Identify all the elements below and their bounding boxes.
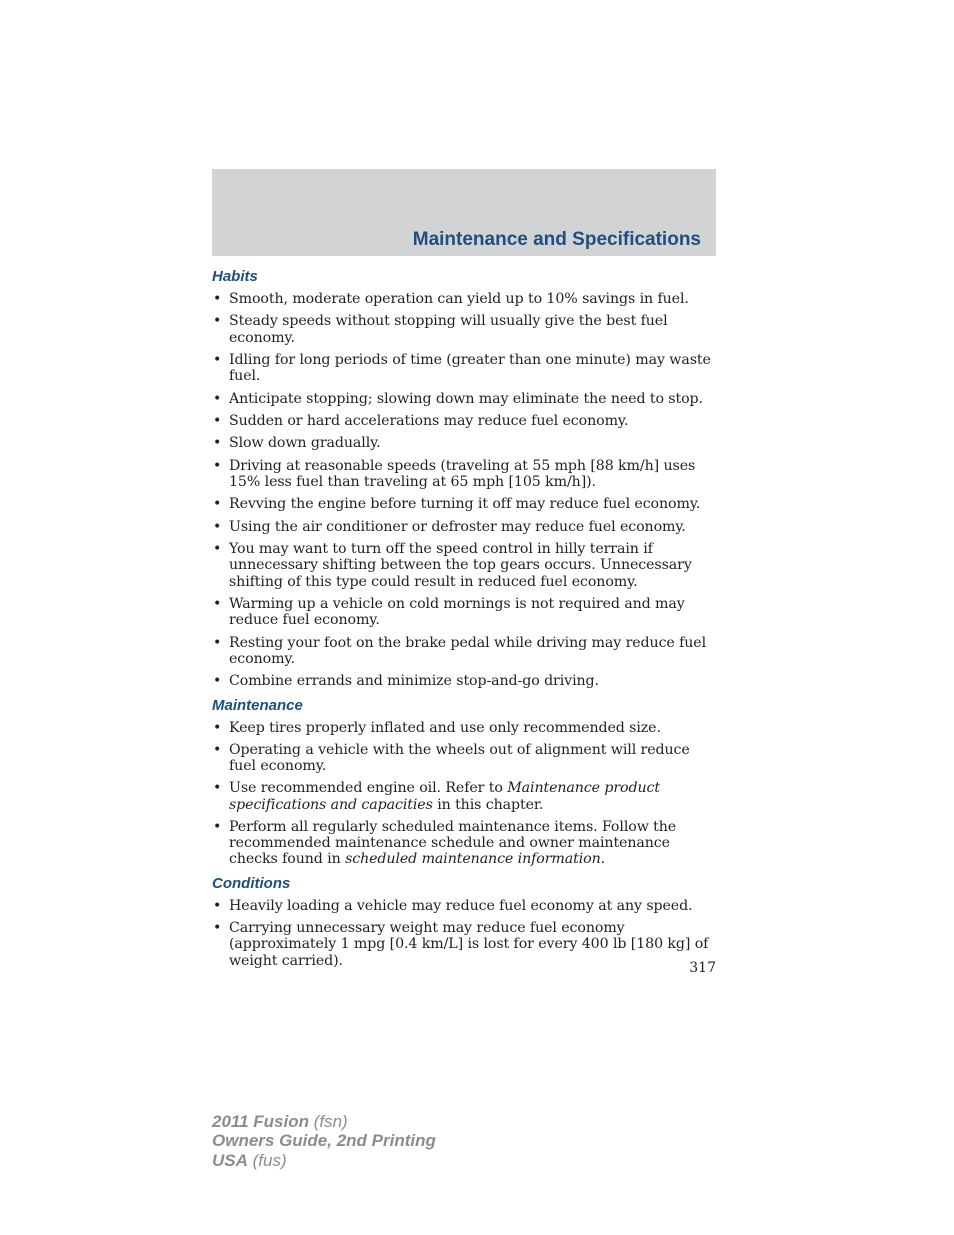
bullet-icon: • <box>213 412 222 429</box>
item-text: Sudden or hard accelerations may reduce fuel economy. <box>229 412 629 429</box>
list-item <box>212 920 718 969</box>
section-heading-habits: Habits <box>212 268 258 285</box>
item-text: Anticipate stopping; slowing down may eliminate the need to stop. <box>229 390 703 407</box>
item-text: Use recommended engine oil. Refer to <box>229 780 508 797</box>
section-heading-maintenance: Maintenance <box>212 696 303 714</box>
item-text: Heavily loading a vehicle may reduce fuel economy at any speed. <box>229 897 693 914</box>
page-content <box>212 265 718 975</box>
bullet-list-habits <box>212 291 718 689</box>
bullet-icon: • <box>213 390 222 407</box>
bullet-icon: • <box>213 920 222 937</box>
bullet-icon: • <box>213 719 222 736</box>
bullet-icon: • <box>213 291 222 307</box>
bullet-icon: • <box>213 780 222 797</box>
list-item <box>212 541 718 590</box>
bullet-icon: • <box>213 897 222 914</box>
bullet-icon: • <box>213 496 222 513</box>
list-item <box>212 673 718 689</box>
item-text: Using the air conditioner or defroster may reduce fuel economy. <box>229 518 686 535</box>
item-text: Perform all regularly scheduled maintenance items. Follow the recommended maintenance schedule and owner maintenance checks found in <box>229 819 677 868</box>
list-item <box>212 635 718 667</box>
list-item <box>212 291 718 307</box>
bullet-icon: • <box>213 634 222 651</box>
footer-line-guide: Owners Guide, 2nd Printing <box>212 1131 436 1151</box>
item-text: in this chapter. <box>432 796 544 813</box>
page-number: 317 <box>689 960 716 976</box>
item-text: Combine errands and minimize stop-and-go driving. <box>229 673 599 690</box>
item-text: Operating a vehicle with the wheels out of alignment will reduce fuel economy. <box>229 741 690 775</box>
item-text: Resting your foot on the brake pedal while driving may reduce fuel economy. <box>229 634 707 667</box>
bullet-icon: • <box>213 457 222 474</box>
footer-line-market: USA (fus) <box>212 1150 287 1170</box>
list-item <box>212 742 718 774</box>
list-item <box>212 720 718 736</box>
list-item <box>212 352 718 384</box>
bullet-icon: • <box>213 741 222 758</box>
bullet-icon: • <box>213 541 222 558</box>
item-text: Warming up a vehicle on cold mornings is not required and may reduce fuel economy. <box>229 595 685 629</box>
list-item <box>212 519 718 535</box>
section-heading-conditions: Conditions <box>212 874 291 892</box>
item-text: Smooth, moderate operation can yield up to 10% savings in fuel. <box>229 291 689 307</box>
bullet-icon: • <box>213 313 222 330</box>
section-header-bar <box>212 169 716 256</box>
item-text: Carrying unnecessary weight may reduce fuel economy (approximately 1 mpg [0.4 km/L] is lost for every 400 lb [180 kg] of weight carried). <box>229 920 709 969</box>
bullet-icon: • <box>213 435 222 452</box>
footer-line-model: 2011 Fusion (fsn) <box>212 1112 348 1131</box>
list-item <box>212 596 718 628</box>
cross-reference: Maintenance product specifications and capacities <box>229 780 660 813</box>
list-item <box>212 819 718 868</box>
list-item <box>212 391 718 407</box>
bullet-icon: • <box>213 351 222 368</box>
cross-reference: scheduled maintenance information. <box>345 851 606 868</box>
list-item <box>212 435 718 451</box>
item-text: Slow down gradually. <box>229 435 381 452</box>
item-text: Driving at reasonable speeds (traveling at 55 mph [88 km/h] uses 15% less fuel than traveling at 65 mph [105 km/h]). <box>229 457 696 490</box>
bullet-list-maintenance <box>212 720 718 868</box>
footer-edition-info <box>212 1112 436 1170</box>
list-item <box>212 496 718 512</box>
item-text: You may want to turn off the speed control in hilly terrain if unnecessary shifting between the top gears occurs. Unnecessary shifting of this type could result in reduced fuel economy. <box>229 541 692 590</box>
bullet-icon: • <box>213 673 222 690</box>
list-item <box>212 313 718 345</box>
list-item <box>212 898 718 914</box>
item-text: Revving the engine before turning it off may reduce fuel economy. <box>229 496 701 513</box>
item-text: Keep tires properly inflated and use only recommended size. <box>229 719 661 736</box>
bullet-icon: • <box>213 518 222 535</box>
list-item <box>212 780 718 812</box>
list-item <box>212 413 718 429</box>
bullet-icon: • <box>213 595 222 612</box>
bullet-list-conditions <box>212 898 718 969</box>
item-text: Steady speeds without stopping will usually give the best fuel economy. <box>229 313 668 346</box>
bullet-icon: • <box>213 819 222 836</box>
item-text: Idling for long periods of time (greater than one minute) may waste fuel. <box>229 351 711 385</box>
section-title: Maintenance and Specifications <box>412 229 701 250</box>
list-item <box>212 458 718 490</box>
